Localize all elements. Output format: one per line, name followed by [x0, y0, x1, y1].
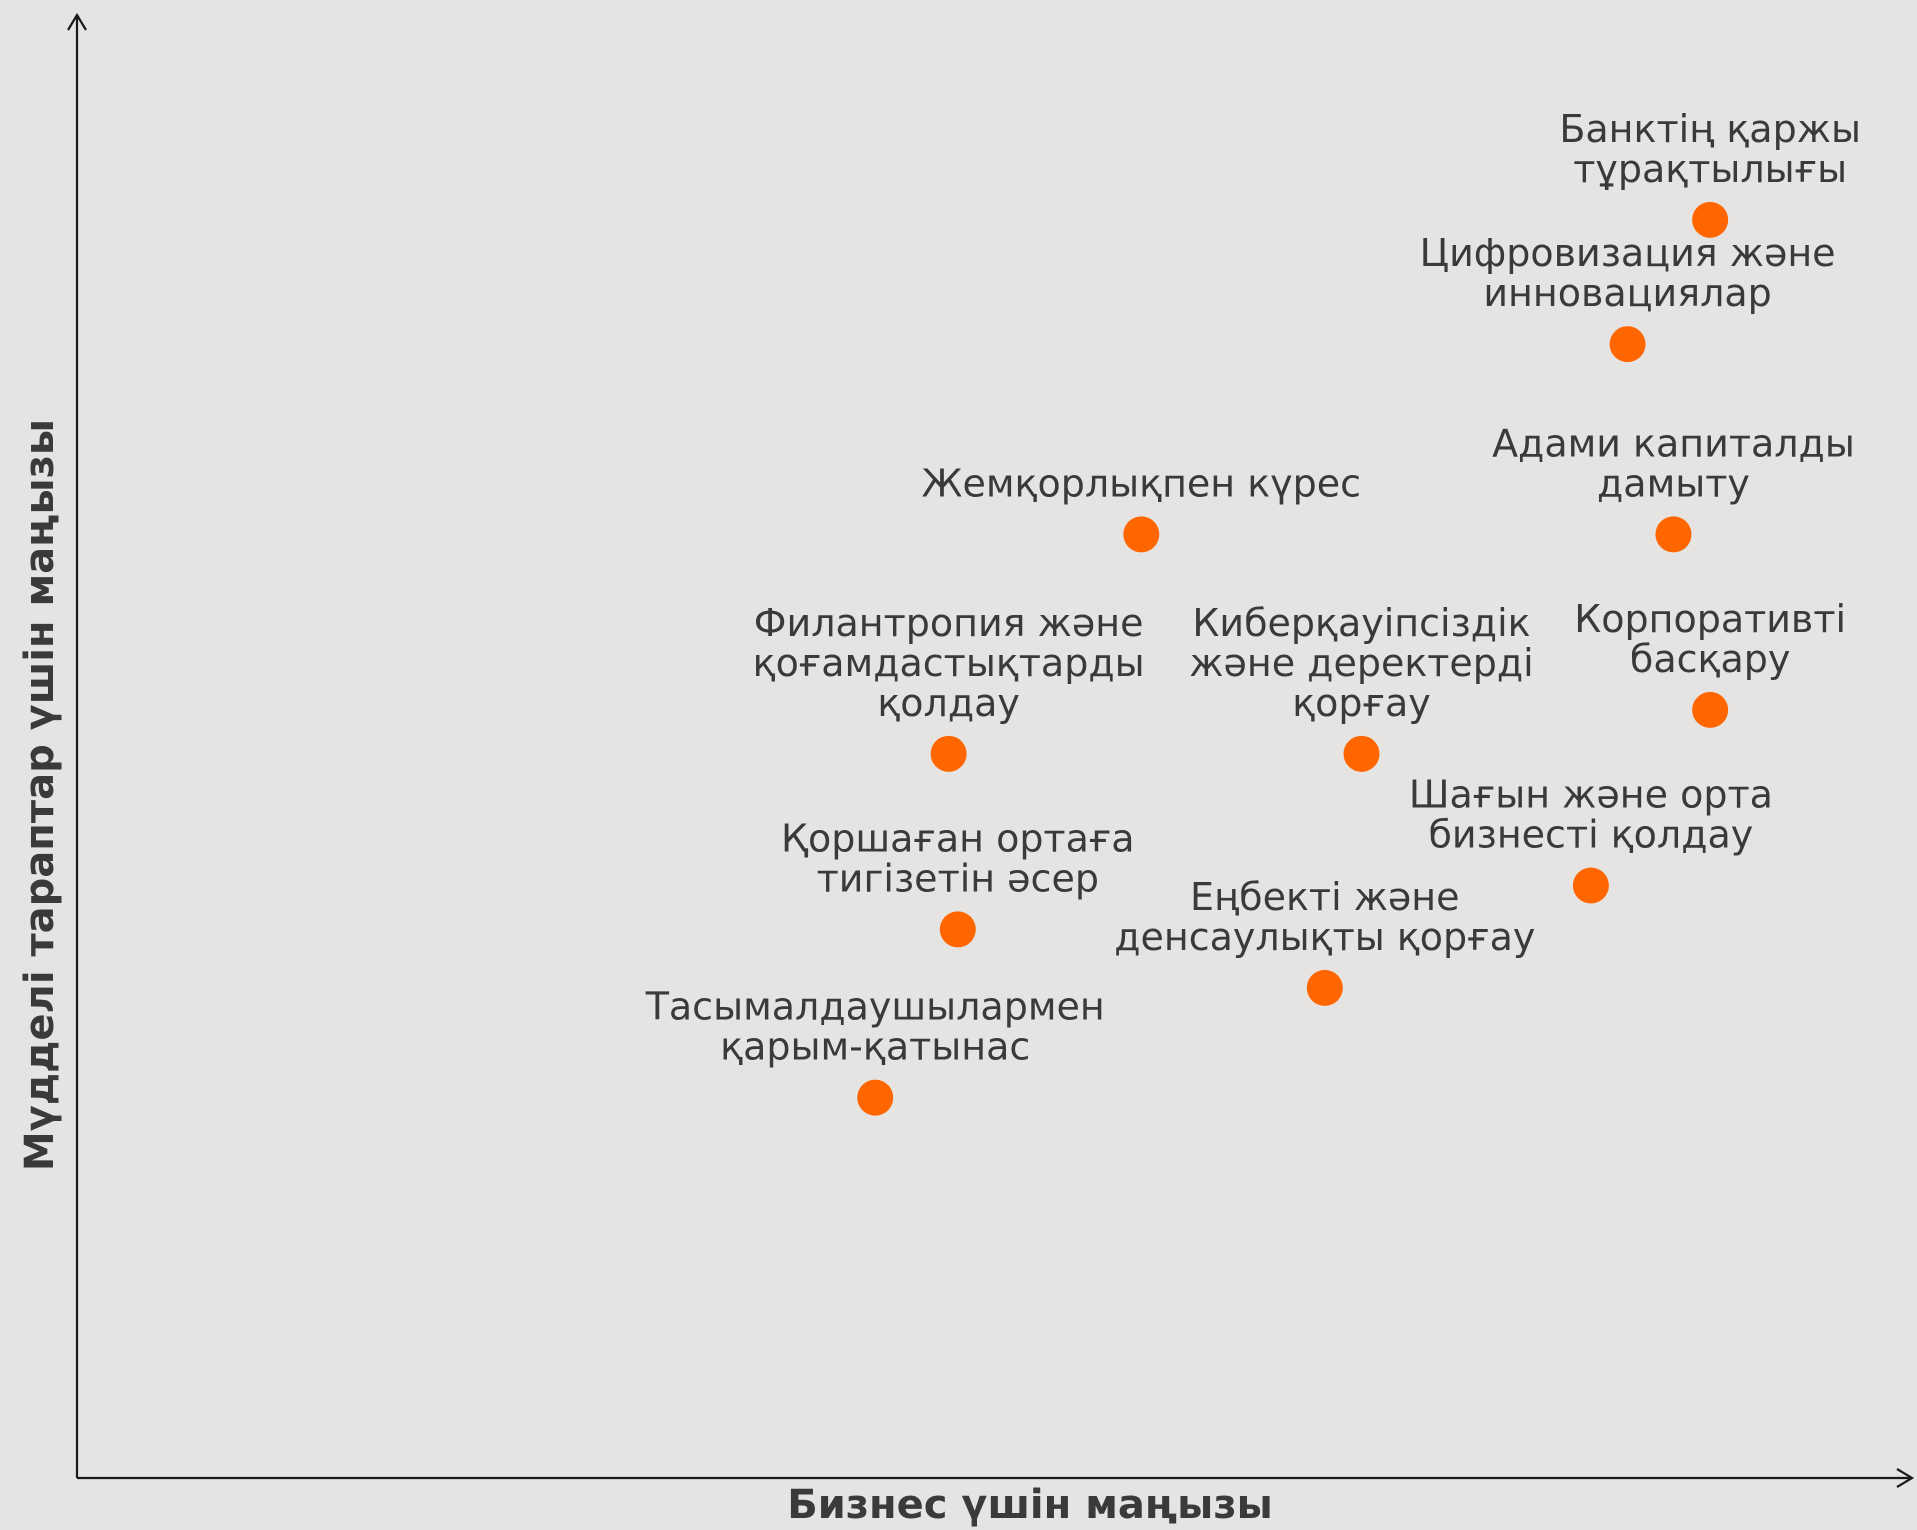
data-point-label: Адами капиталды дамыту: [1492, 421, 1855, 506]
data-point-label: Киберқауіпсіздік және деректерді қорғау: [1189, 600, 1534, 725]
data-point-label: Қоршаған ортаға тигізетін әсер: [781, 816, 1135, 901]
data-point-group: [645, 985, 1105, 1116]
y-axis-title: Мүдделі тараптар үшін маңызы: [17, 418, 63, 1172]
data-point-label: Еңбекті және денсаулықты қорғау: [1114, 874, 1536, 959]
data-point-group: [781, 816, 1135, 947]
data-point-label: Банктің қаржы тұрақтылығы: [1559, 106, 1861, 191]
data-point-group: [1114, 875, 1535, 1006]
data-point-group: [1189, 601, 1534, 772]
data-point: [1307, 970, 1343, 1006]
data-point: [857, 1080, 893, 1116]
data-point-group: [1420, 231, 1836, 362]
data-point-label: Филантропия және қоғамдастықтарды қолдау: [752, 600, 1145, 725]
data-point: [1123, 516, 1159, 552]
data-point-group: [922, 461, 1362, 552]
data-point: [1573, 867, 1609, 903]
data-point-label: Цифровизация және инновациялар: [1419, 231, 1836, 316]
data-point-label: Шағын және орта бизнесті қолдау: [1408, 772, 1773, 857]
data-point-group: [1409, 772, 1773, 903]
data-point: [1610, 326, 1646, 362]
data-point-label: Корпоративті басқару: [1574, 596, 1847, 681]
data-point-label: Жемқорлықпен күрес: [921, 461, 1362, 506]
data-point: [931, 736, 967, 772]
data-point: [1344, 736, 1380, 772]
data-point-group: [1492, 421, 1855, 552]
data-point-group: [1559, 107, 1861, 238]
data-point-group: [753, 601, 1145, 772]
data-point: [1692, 692, 1728, 728]
data-point: [1655, 516, 1691, 552]
x-axis-title: Бизнес үшін маңызы: [787, 1482, 1273, 1528]
data-point-label: Тасымалдаушылармен қарым-қатынас: [645, 984, 1105, 1069]
data-point: [940, 911, 976, 947]
data-point-group: [1574, 597, 1846, 728]
data-points: [645, 107, 1861, 1116]
